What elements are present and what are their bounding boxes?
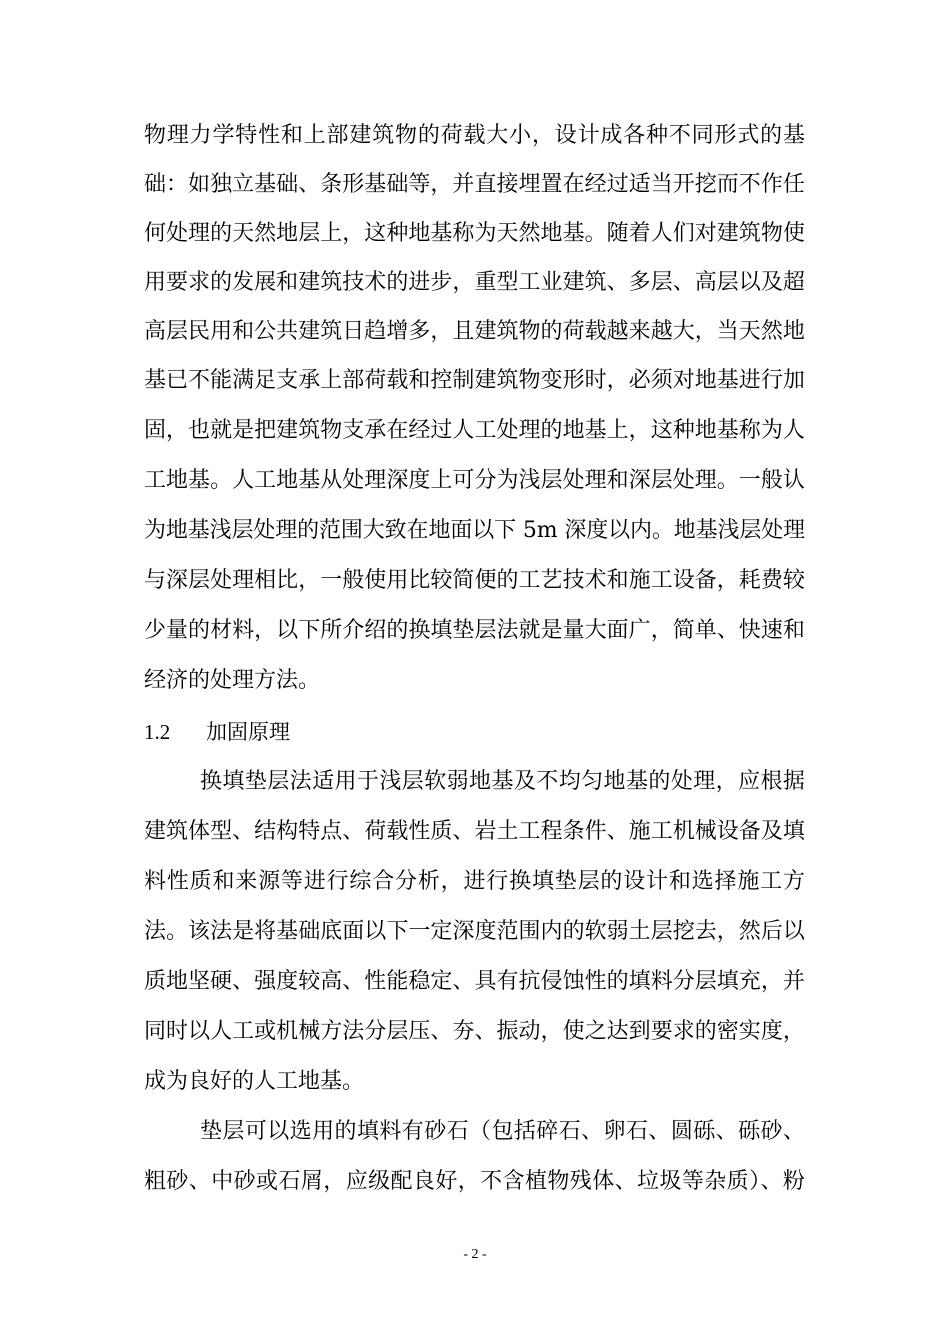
text-line: 用要求的发展和建筑技术的进步，重型工业建筑、多层、高层以及超 xyxy=(144,270,805,295)
page-number: - 2 - xyxy=(463,1247,487,1262)
text-line: 换填垫层法适用于浅层软弱地基及不均匀地基的处理，应根据 xyxy=(200,769,806,794)
text-line: 固，也就是把建筑物支承在经过人工处理的地基上，这种地基称为人 xyxy=(144,418,805,443)
text-line: 工地基。人工地基从处理深度上可分为浅层处理和深层处理。一般认 xyxy=(144,468,805,493)
section-number: 1.2 xyxy=(144,720,171,744)
text-line: 粗砂、中砂或石屑，应级配良好，不含植物残体、垃圾等杂质）、粉 xyxy=(144,1169,806,1194)
section-title: 加固原理 xyxy=(206,720,290,744)
text-line: 同时以人工或机械方法分层压、夯、振动，使之达到要求的密实度， xyxy=(144,1019,805,1044)
text-line: 成为良好的人工地基。 xyxy=(144,1069,365,1094)
text-line: 垫层可以选用的填料有砂石（包括碎石、卵石、圆砾、砾砂、 xyxy=(200,1119,806,1144)
text-line: 为地基浅层处理的范围大致在地面以下 5m 深度以内。地基浅层处理 xyxy=(144,518,806,543)
text-line: 高层民用和公共建筑日趋增多，且建筑物的荷载越来越大，当天然地 xyxy=(144,319,805,344)
text-line: 经济的处理方法。 xyxy=(144,668,321,693)
text-line: 法。该法是将基础底面以下一定深度范围内的软弱土层挖去，然后以 xyxy=(144,919,805,944)
text-line: 建筑体型、结构特点、荷载性质、岩土工程条件、施工机械设备及填 xyxy=(144,819,805,844)
text-line: 少量的材料，以下所介绍的换填垫层法就是量大面广，简单、快速和 xyxy=(144,618,805,643)
text-line: 料性质和来源等进行综合分析，进行换填垫层的设计和选择施工方 xyxy=(144,869,806,894)
text-line: 何处理的天然地层上，这种地基称为天然地基。随着人们对建筑物使 xyxy=(144,221,805,246)
text-line: 基已不能满足支承上部荷载和控制建筑物变形时，必须对地基进行加 xyxy=(144,368,805,393)
text-line: 质地坚硬、强度较高、性能稳定、具有抗侵蚀性的填料分层填充，并 xyxy=(144,969,805,994)
text-line: 物理力学特性和上部建筑物的荷载大小，设计成各种不同形式的基 xyxy=(144,123,806,148)
text-line: 与深层处理相比，一般使用比较简便的工艺技术和施工设备，耗费较 xyxy=(144,568,805,593)
text-line: 础：如独立基础、条形基础等，并直接埋置在经过适当开挖而不作任 xyxy=(144,172,805,197)
